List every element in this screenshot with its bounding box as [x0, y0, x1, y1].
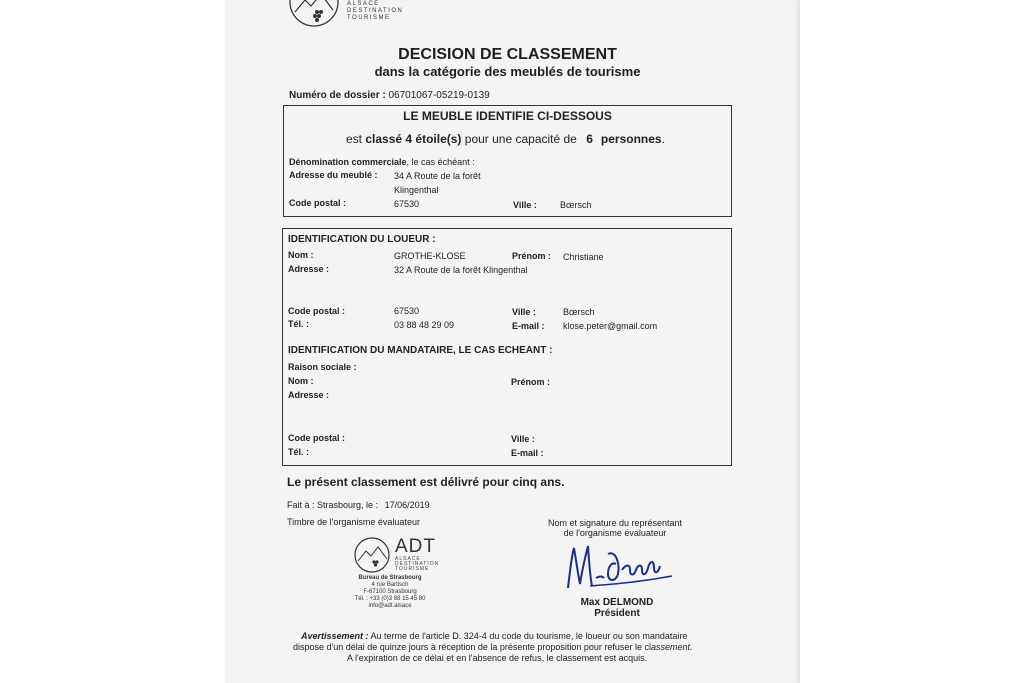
header-logo-line2: DESTINATION — [347, 8, 404, 14]
document-subtitle: dans la catégorie des meublés de tourisme — [374, 64, 641, 79]
mandataire-prenom-label: Prénom : — [511, 377, 551, 387]
mandataire-nom-label: Nom : — [288, 376, 314, 386]
warning-text-2b: assement. — [650, 642, 693, 652]
mandataire-ville-label: Ville : — [511, 434, 535, 444]
adresse-meuble-line1: 34 A Route de la forêt — [394, 171, 481, 181]
meuble-heading: LE MEUBLE IDENTIFIE CI-DESSOUS — [403, 109, 612, 123]
warning-line3: A l'expiration de ce délai et en l'absence de refus, le classement est acquis. — [347, 653, 648, 663]
cp-meuble-value: 67530 — [394, 199, 420, 209]
document-page — [225, 0, 800, 683]
meuble-box — [283, 105, 732, 217]
fait-date: 17/06/2019 — [384, 500, 430, 510]
fait-prefix: Fait à : Strasbourg, le : — [287, 500, 379, 510]
signature-label-line1: Nom et signature du représentant — [547, 518, 683, 528]
loueur-adresse-label: Adresse : — [288, 264, 330, 274]
stamp-phone: Tél. : +33 (0)3 88 15 45 80 — [354, 596, 426, 602]
adt-stamp-logo-icon — [352, 536, 392, 574]
classement-prefix: est — [346, 132, 363, 146]
mandataire-heading: IDENTIFICATION DU MANDATAIRE, LE CAS ECHEANT : — [288, 345, 553, 356]
alsace-tourisme-logo-icon — [287, 0, 341, 28]
stamp-email: info@adt.alsace — [368, 603, 412, 609]
header-logo-line3: TOURISME — [347, 15, 391, 21]
header-logo-text — [347, 1, 403, 22]
document-title: DECISION DE CLASSEMENT — [398, 46, 617, 63]
loueur-email-value: klose.peter@gmail.com — [563, 321, 658, 331]
loueur-prenom-label: Prénom : — [512, 251, 552, 261]
mandataire-raison-label: Raison sociale : — [288, 362, 357, 372]
warning-line2 — [293, 642, 692, 652]
loueur-nom-label: Nom : — [288, 250, 314, 260]
timbre-label: Timbre de l'organisme évaluateur — [287, 517, 420, 527]
stamp-city: F-67100 Strasbourg — [363, 589, 417, 595]
denomination-line — [289, 157, 475, 167]
warning-label: Avertissement : — [301, 631, 369, 641]
mandataire-tel-label: Tél. : — [288, 447, 310, 457]
adresse-meuble-label: Adresse du meublé : — [289, 170, 378, 180]
loueur-email-label: E-mail : — [512, 321, 545, 331]
loueur-cp-label: Code postal : — [288, 306, 346, 316]
adt-logo-sub — [395, 557, 439, 572]
loueur-tel-value: 03 88 48 29 09 — [394, 320, 455, 330]
dossier-label: Numéro de dossier : — [289, 90, 386, 101]
denomination-suffix: , le cas échéant : — [406, 157, 475, 167]
stamp-office: Bureau de Strasbourg — [358, 575, 422, 581]
right-margin — [800, 0, 1024, 683]
loueur-cp-value: 67530 — [394, 306, 420, 316]
classement-mid: pour une capacité de — [464, 132, 577, 146]
loueur-heading: IDENTIFICATION DU LOUEUR : — [288, 234, 436, 245]
mandataire-adresse-label: Adresse : — [288, 390, 330, 400]
loueur-tel-label: Tél. : — [288, 319, 310, 329]
dossier-number: 06701067-05219-0139 — [388, 90, 490, 101]
loueur-adresse-value: 32 A Route de la forêt Klingenthal — [394, 265, 528, 275]
adresse-meuble-line2: Klingenthal — [394, 185, 439, 195]
adt-logo-sub-line3: TOURISME — [395, 566, 430, 572]
stamp-address — [340, 575, 440, 610]
loueur-nom-value: GROTHE-KLOSE — [394, 251, 466, 261]
adt-logo-sub-line2: DESTINATION — [395, 561, 440, 567]
ville-meuble-value: Bœrsch — [560, 200, 592, 210]
fait-line — [287, 500, 430, 510]
persons-label: personnes — [600, 132, 662, 146]
adt-logo-sub-line1: ALSACE — [395, 556, 421, 562]
header-logo-line1: ALSACE — [347, 1, 380, 7]
signature-label-line2: de l'organisme évaluateur — [563, 528, 667, 538]
capacity-value: 6 — [586, 132, 593, 146]
signatory-role: Président — [594, 608, 640, 619]
signature-label — [535, 518, 695, 538]
identification-box — [282, 228, 732, 466]
classement-period: . — [661, 132, 665, 146]
mandataire-cp-label: Code postal : — [288, 433, 346, 443]
loueur-ville-label: Ville : — [512, 307, 536, 317]
warning-text-1: Au terme de l'article D. 324-4 du code du tourisme, le loueur ou son mandataire — [370, 631, 688, 641]
dossier-line — [289, 90, 490, 101]
adt-logo-text: ADT — [395, 536, 436, 557]
validity-statement: Le présent classement est délivré pour cinq ans. — [287, 475, 565, 489]
warning-text-2a: dispose d'un délai de quinze jours à réception de la présente proposition pour refuser le cl — [293, 642, 651, 652]
classement-stars: classé 4 étoile(s) — [365, 132, 462, 146]
classement-line — [346, 132, 665, 146]
stamp-street: 4 rue Bartisch — [371, 582, 409, 588]
loueur-prenom-value: Christiane — [563, 252, 604, 262]
mandataire-email-label: E-mail : — [511, 448, 544, 458]
loueur-ville-value: Bœrsch — [563, 307, 595, 317]
signature-scribble — [560, 540, 675, 592]
ville-meuble-label: Ville : — [513, 200, 537, 210]
warning-line1 — [301, 631, 687, 641]
cp-meuble-label: Code postal : — [289, 198, 347, 208]
signatory-name: Max DELMOND — [580, 597, 654, 608]
denomination-label: Dénomination commerciale — [289, 157, 407, 167]
